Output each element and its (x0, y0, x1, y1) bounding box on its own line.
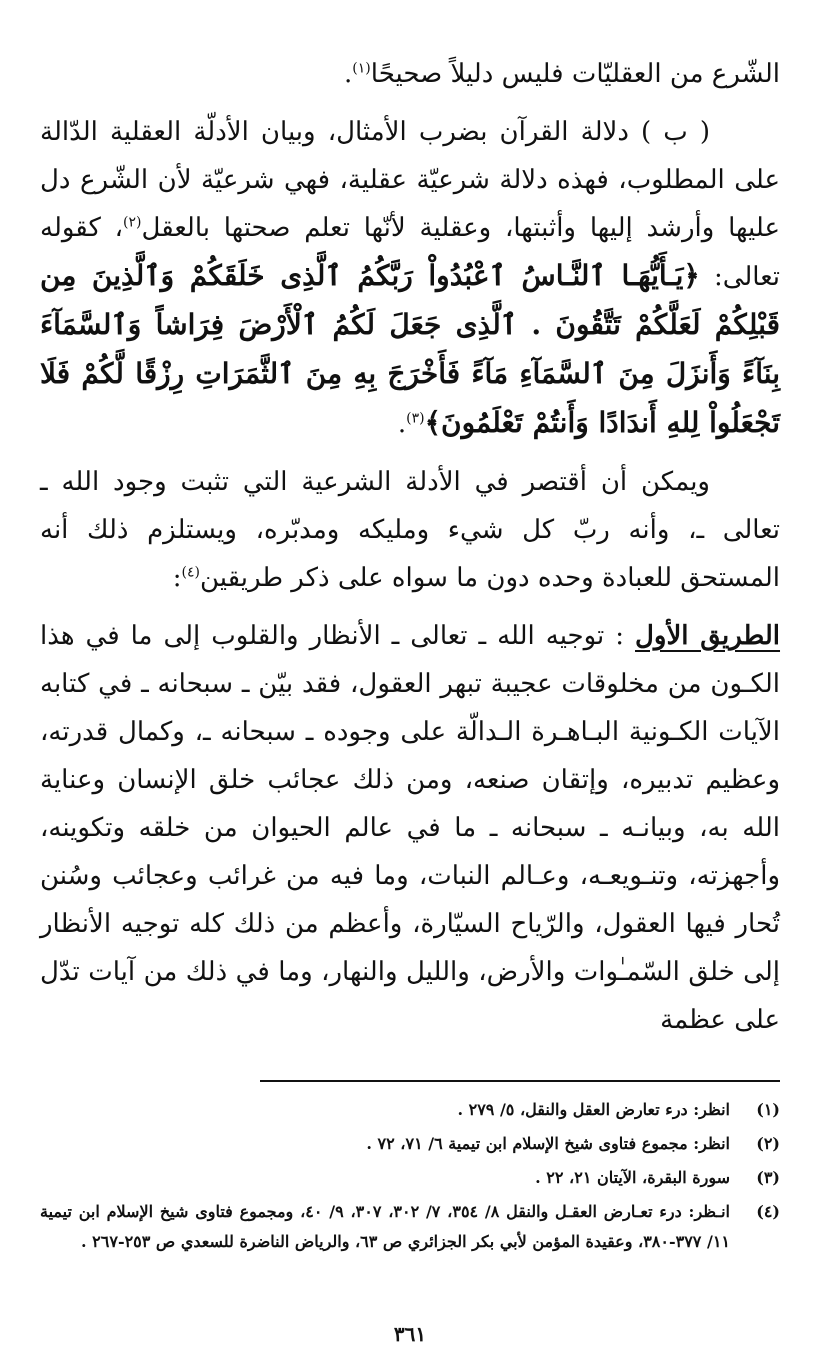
footnote-number: (٤) (756, 1202, 780, 1221)
punctuation: . (344, 59, 353, 89)
quran-verse: ﴿يَـأَيُّهَـا ٱلنَّـاسُ ٱعْبُدُواْ رَبَّكُمُ ٱلَّذِى خَلَقَكُمْ وَٱلَّذِينَ مِن قَبْلِكُمْ لَعَلَّكُمْ تَتَّقُونَ . ٱلَّذِى جَعَلَ لَكُمُ ٱلْأَرْضَ فِرَاشاً وَٱلسَّمَآءَ بِنَآءً وَأَنزَلَ مِنَ ٱلسَّمَآءِ مَآءً فَأَخْرَجَ بِهِ مِنَ ٱلثَّمَرَاتِ رِزْقًا لَّكُمْ فَلَا تَجْعَلُواْ لِلهِ أَندَادًا وَأَنتُمْ تَعْلَمُونَ﴾ (40, 259, 780, 439)
footnote-number: (٢) (756, 1134, 780, 1153)
paragraph-text: توجيه الله ـ تعالى ـ الأنظار والقلوب إلى ما في هذا الكـون من مخلوقات عجيبة تبهر العقول، فقد بيّن ـ سبحانه ـ في كتابه الآيات الكـونية البـاهـرة الـدالّة على وجوده ـ سبحانه ـ، وكمال قدرته، وعظيم تدبيره، وإتقان صنعه، ومن ذلك عجائب خلق الإنسان وعناية الله به، وبيانـه ـ سبحانه ـ ما في عالم الحيوان من خلقه وتكوينه، وأجهزته، وتنـويعـه، وعـالم النبات، وما فيه من غرائب وعجائب وسُنن تُحار فيها العقول، والرّياح السيّارة، وأعظم من ذلك كله توجيه الأنظار إلى خلق السّمـٰوات والأرض، والليل والنهار، وما في ذلك من آيات تدّل على عظمة (40, 621, 780, 1035)
paragraph-intro-paths (40, 458, 780, 602)
first-path-heading: الطريق الأول (635, 621, 781, 651)
footnote-text: انظر: مجموع فتاوى شيخ الإسلام ابن تيمية ٦/ ٧١، ٧٢ . (366, 1134, 730, 1153)
footnotes (40, 1095, 780, 1261)
footnote-item (40, 1197, 780, 1257)
paragraph-continuation (40, 50, 780, 98)
footnote-number: (١) (756, 1100, 780, 1119)
footnote-text: سورة البقرة، الآيتان ٢١، ٢٢ . (535, 1168, 730, 1187)
punctuation: : (604, 621, 636, 651)
punctuation: : (172, 563, 182, 593)
paragraph-text: ( ب ) دلالة القرآن بضرب الأمثال، وبيان الأدلّة العقلية الدّالة على المطلوب، فهذه دلالة شرعيّة عقلية، فهي شرعيّة لأن الشّرع دل عليها وأرشد إليها وأثبتها، وعقلية لأنّها تعلم صحتها بالعقل (40, 117, 781, 243)
footnote-divider (260, 1080, 780, 1082)
footnote-item (40, 1129, 780, 1159)
paragraph-first-path (40, 612, 780, 1044)
footnote-text: انـظر: درء تعـارض العقـل والنقل ٨/ ٣٥٤، ٧/ ٣٠٢، ٣٠٧، ٩/ ٤٠، ومجموع فتاوى شيخ الإسلام ابن تيمية ١١/ ٣٧٧-٣٨٠، وعقيدة المؤمن لأبي بكر الجزائري ص ٦٣، والرياض الناضرة للسعدي ص ٢٥٣-٢٦٧ . (40, 1202, 731, 1251)
punctuation: . (397, 409, 407, 439)
footnote-ref-1[interactable]: (١) (352, 60, 371, 77)
page-number: ٣٦١ (393, 1322, 427, 1346)
footnote-text: انظر: درء تعارض العقل والنقل، ٥/ ٢٧٩ . (457, 1100, 730, 1119)
footnote-item (40, 1095, 780, 1125)
paragraph-text-end: ، كقوله تعالى: (40, 213, 781, 292)
paragraph-b (40, 108, 780, 448)
footnote-ref-3[interactable]: (٣) (406, 410, 425, 427)
footnote-number: (٣) (756, 1168, 780, 1187)
paragraph-text: ويمكن أن أقتصر في الأدلة الشرعية التي تثبت وجود الله ـ تعالى ـ، وأنه ربّ كل شيء ومليكه ومدبّره، ويستلزم ذلك أنه المستحق للعبادة وحده دون ما سواه على ذكر طريقين (40, 467, 780, 593)
footnote-ref-2[interactable]: (٢) (123, 214, 142, 231)
paragraph-text: الشّرع من العقليّات فليس دليلاً صحيحًا (370, 59, 780, 89)
footnote-ref-4[interactable]: (٤) (181, 564, 200, 581)
book-page (40, 50, 780, 1347)
footnote-item (40, 1163, 780, 1193)
